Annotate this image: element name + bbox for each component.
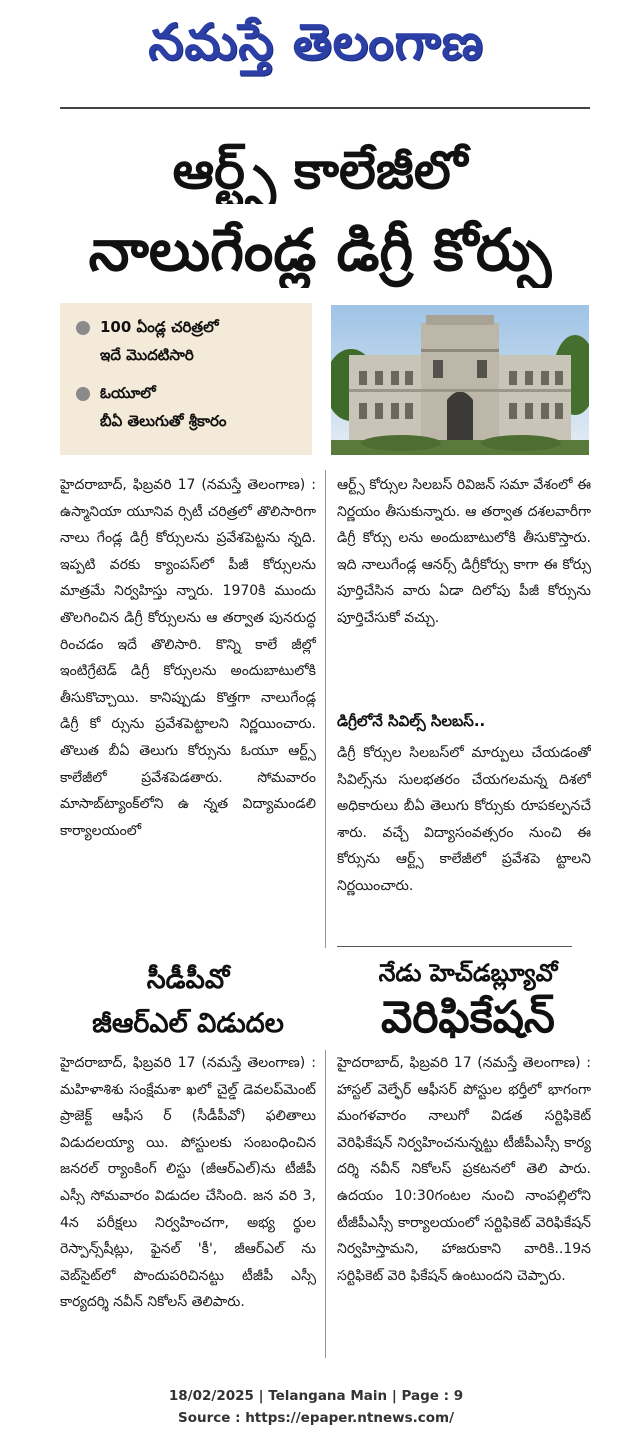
hwo-article-body: హైదరాబాద్, ఫిబ్రవరి 17 (నమస్తే తెలంగాణ) : హాస్టల్ వెల్ఫేర్ ఆఫీసర్ పోస్టుల భర్తీలో భాగంగా మంగళవారం నాలుగో విడత సర్టిఫికెట్ వెరిఫికేషన్ నిర్వహించనున్నట్టు టీజీపీఎస్సీ కార్య దర్శి నవీన్ నికోలస్ ప్రకటనలో తెలి పారు. ఉదయం 10:30గంటల నుంచి నాంపల్లిలోని టీజీపీఎస్సీ కార్యాలయంలో సర్టిఫికెట్ వెరిఫికేషన్ నిర్వహిస్తామని, హాజరుకాని వారికి..19న సర్టిఫికెట్ వెరి ఫికేషన్ ఉంటుందని చెప్పారు. <box>337 1055 591 1284</box>
hwo-headline-big: వెరిఫికేషన్ <box>381 992 555 1043</box>
highlight-text: ఓయూలో బీఏ తెలుగుతో శ్రీకారం <box>100 384 227 430</box>
arts-college-building-icon <box>331 305 589 455</box>
masthead-title: నమస్తే తెలంగాణ <box>148 12 484 71</box>
cdpo-headline: సీడీపీవో జీఆర్‌ఎల్ విడుదల <box>92 964 284 1039</box>
cdpo-article-body: హైదరాబాద్, ఫిబ్రవరి 17 (నమస్తే తెలంగాణ) : మహిళాశిశు సంక్షేమశా ఖలో చైల్డ్ డెవలప్‌మెంట్ ప్రాజెక్ట్ ఆఫీస ర్ (సీడీపీవో) ఫలితాలు విడుదలయ్యా యి. పోస్టులకు సంబంధించిన జనరల్ ర్యాంకింగ్ లిస్టు (జీఆర్‌ఎల్)ను టీజీపీ ఎస్సీ సోమవారం విడుదల చేసింది. జన వరి 3, 4న పరీక్షలు నిర్వహించగా, అభ్య ర్థుల రెస్పాన్స్‌షీట్లు, ఫైనల్ 'కీ', జీఆర్‌ఎల్ ను వెబ్‌సైట్‌లో పొందుపరిచినట్టు టీజీపీ ఎస్సీ కార్యదర్శి నవీన్ నికోలస్ తెలిపారు. <box>60 1055 316 1311</box>
headline-line-1: ఆర్ట్స్ కాలేజీలో <box>172 141 468 201</box>
masthead <box>0 0 632 96</box>
arts-college-photo <box>331 305 589 455</box>
hwo-headline-small: నేడు హెచ్‌డబ్ల్యూవో <box>378 959 558 987</box>
column-divider <box>325 1050 326 1358</box>
section-divider <box>337 946 572 947</box>
highlight-text: 100 ఏండ్ల చరిత్రలో ఇదే మొదటిసారి <box>100 318 219 364</box>
masthead-divider <box>60 107 590 109</box>
footer-source: Source : https://epaper.ntnews.com/ <box>177 1410 455 1426</box>
highlight-item <box>76 313 302 369</box>
article-body-column-2: ఆర్ట్స్ కోర్సుల సిలబస్ రివిజన్ సమా వేశంలో ఈ నిర్ణయం తీసుకున్నారు. ఆ తర్వాత దశలవారీగా డిగ్రీ కోర్సు లను అందుబాటులోకి తీసుకొస్తారు. ఇది నాలుగేండ్ల ఆనర్స్ డిగ్రీకోర్సు కాగా ఈ కోర్సు పూర్తిచేసిన వారు ఏడా దిలోపు పీజీ కోర్సును పూర్తిచేసుకో వచ్చు. <box>337 477 591 626</box>
headline-line-2: నాలుగేండ్ల డిగ్రీ కోర్సు <box>88 216 552 284</box>
highlights-box <box>60 303 312 455</box>
bullet-icon <box>76 321 90 335</box>
article-body-column-3: డిగ్రీ కోర్సుల సిలబస్‌లో మార్పులు చేయడంతో సివిల్స్‌ను సులభతరం చేయగలమన్న దిశలో అధికారులు బీఏ తెలుగు కోర్సుకు రూపకల్పనచే శారు. వచ్చే విద్యాసంవత్సరం నుంచి ఈ కోర్సును ఆర్ట్స్ కాలేజీలో ప్రవేశపె ట్టాలని నిర్ణయించారు. <box>337 745 591 894</box>
column-divider <box>325 470 326 948</box>
article-body-column-1: హైదరాబాద్, ఫిబ్రవరి 17 (నమస్తే తెలంగాణ) : ఉస్మానియా యూనివ ర్సిటీ చరిత్రలో తొలిసారిగా నాలు గేండ్ల డిగ్రీ కోర్సులను ప్రవేశపెట్టను న్నది. ఇప్పటి వరకు క్యాంపస్‌లో పీజీ కోర్సులను మాత్రమే నిర్వహిస్తు న్నారు. 1970కి ముందు తొలగించిన డిగ్రీ కోర్సులను ఆ తర్వాత పునరుద్ధ రించడం ఇదే తొలిసారి. కొన్ని కాలే జీల్లో ఇంటిగ్రేటెడ్ డిగ్రీ కోర్సులను అందుబాటులోకి తీసుకొచ్చాయి. కానిప్పుడు కొత్తగా నాలుగేండ్ల డిగ్రీ కో ర్సును ప్రవేశపెట్టాలని నిర్ణయించారు. తొలుత బీఏ తెలుగు కోర్సును ఓయూ ఆర్ట్స్ కాలేజీలో ప్రవేశపెడతారు. సోమవారం మాసాబ్‌ట్యాంక్‌లోని ఉ న్నత విద్యామండలి కార్యాలయంలో <box>60 477 316 839</box>
bullet-icon <box>76 387 90 401</box>
article-subheading: డిగ్రీలోనే సివిల్స్ సిలబస్.. <box>337 712 486 730</box>
highlight-item <box>76 379 302 435</box>
footer-date-page: 18/02/2025 | Telangana Main | Page : 9 <box>168 1388 464 1404</box>
